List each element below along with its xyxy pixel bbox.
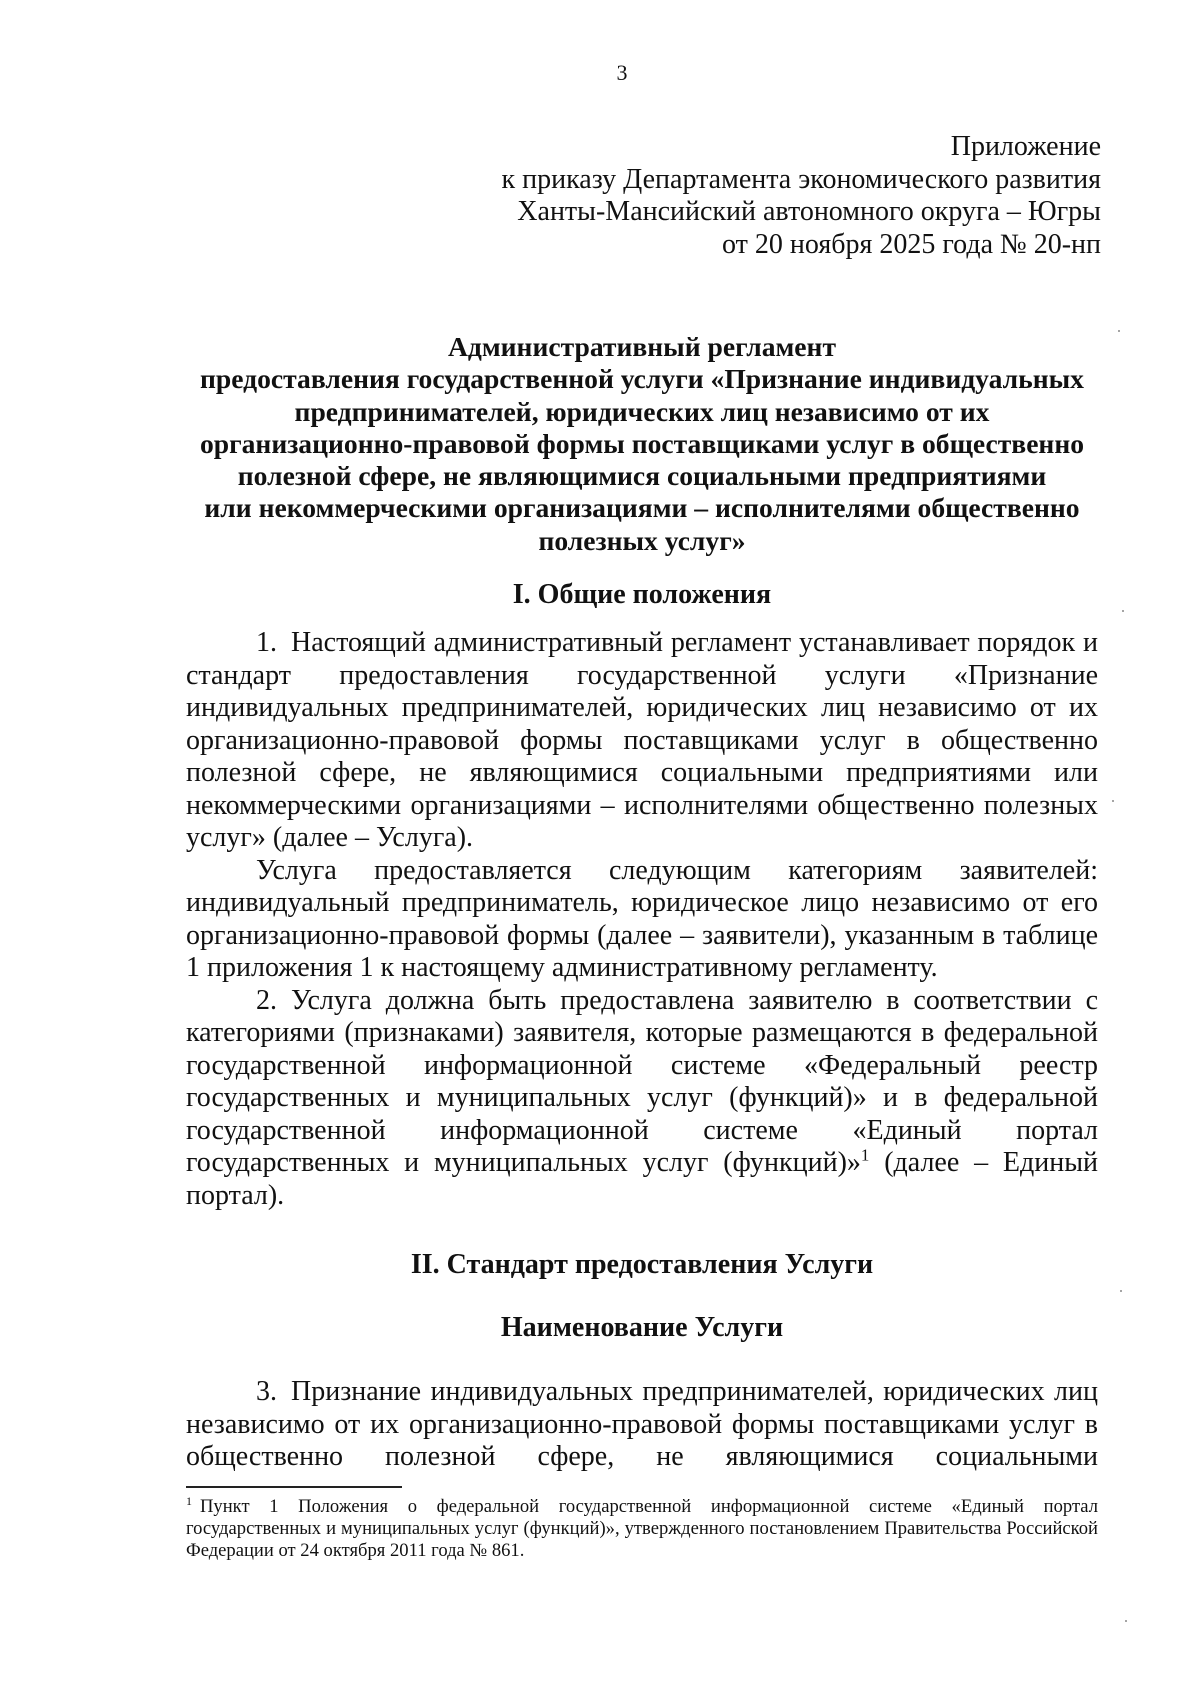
scan-speck <box>1112 800 1114 802</box>
paragraph-number: 3. <box>256 1376 277 1407</box>
footnote <box>186 1493 1098 1562</box>
footnote-separator <box>186 1486 402 1488</box>
title-line: или некоммерческими организациями – исполнителями общественно <box>204 492 1080 524</box>
scan-speck <box>1118 330 1120 332</box>
subheading-service-name: Наименование Услуги <box>500 1312 784 1343</box>
appendix-line: к приказу Департамента экономического развития <box>501 163 1101 195</box>
title-line: полезных услуг» <box>538 524 746 556</box>
scan-speck <box>1125 1620 1127 1622</box>
section-standard-body <box>186 1376 1098 1474</box>
appendix-line: Приложение <box>950 131 1101 162</box>
section-heading-standard: II. Стандарт предоставления Услуги <box>410 1249 874 1280</box>
paragraph-1 <box>186 627 1098 855</box>
paragraph-number: 2. <box>256 984 277 1016</box>
paragraph-text: Настоящий административный регламент устанавливает порядок и стандарт предоставления государственной услуги «Признание индивидуальных предпринимателей, юридических лиц независимо от их организационно-правовой формы поставщиками услуг в общественно полезной сфере, не являющимися социальными предприятиями или некоммерческими организациями – исполнителями общественно полезных услуг» (далее – Услуга). <box>186 627 1098 853</box>
paragraph-text: Признание индивидуальных предпринимателей, юридических лиц независимо от их организационно-правовой формы поставщиками услуг в общественно полезной сфере, не являющимися социальными <box>186 1376 1098 1472</box>
title-line: предоставления государственной услуги «Признание индивидуальных <box>200 363 1084 395</box>
footnote-number: 1 <box>186 1493 192 1508</box>
section-general-body <box>186 627 1098 1212</box>
title-line: организационно-правовой формы поставщиками услуг в общественно <box>199 427 1085 459</box>
paragraph-3 <box>186 1376 1098 1474</box>
title-line: предпринимателей, юридических лиц независимо от их <box>294 395 990 427</box>
regulation-title <box>186 331 1098 557</box>
title-line: Административный регламент <box>447 331 837 362</box>
title-line: полезной сфере, не являющимися социальными предприятиями <box>237 460 1047 492</box>
scan-speck <box>1122 610 1124 612</box>
appendix-line: от 20 ноября 2025 года № 20-нп <box>722 228 1101 260</box>
appendix-line: Ханты-Мансийский автономного округа – Югры <box>517 196 1101 227</box>
paragraph-number: 1. <box>256 627 277 658</box>
footnote-text: Пункт 1 Положения о федеральной государственной информационной системе «Единый портал государственных и муниципальных услуг (функций)», утвержденного постановлением Правительства Российской Федерации от 24 октября 2011 года № 861. <box>186 1496 1098 1561</box>
scan-speck <box>1120 1290 1122 1292</box>
paragraph-text: Услуга предоставляется следующим категориям заявителей: индивидуальный предприниматель, юридическое лицо независимо от его организационно-правовой формы (далее – заявители), указанным в таблице 1 приложения 1 к настоящему административному регламенту. <box>186 854 1098 983</box>
appendix-header <box>401 131 1101 261</box>
section-heading-general: I. Общие положения <box>512 579 772 610</box>
paragraph-1b <box>186 855 1098 985</box>
paragraph-2 <box>186 985 1098 1213</box>
page-number: 3 <box>616 60 628 85</box>
footnote-reference[interactable]: 1 <box>860 1145 870 1165</box>
paragraph-text: (далее – Единый портал). <box>186 1147 1098 1211</box>
paragraph-text: Услуга должна быть предоставлена заявителю в соответствии с категориями (признаками) заявителя, которые размещаются в федеральной государственной информационной системе «Федеральный реестр государственных и муниципальных услуг (функций)» и в федеральной государственной информационной системе «Единый портал государственных и муниципальных услуг (функций)» <box>186 984 1098 1178</box>
